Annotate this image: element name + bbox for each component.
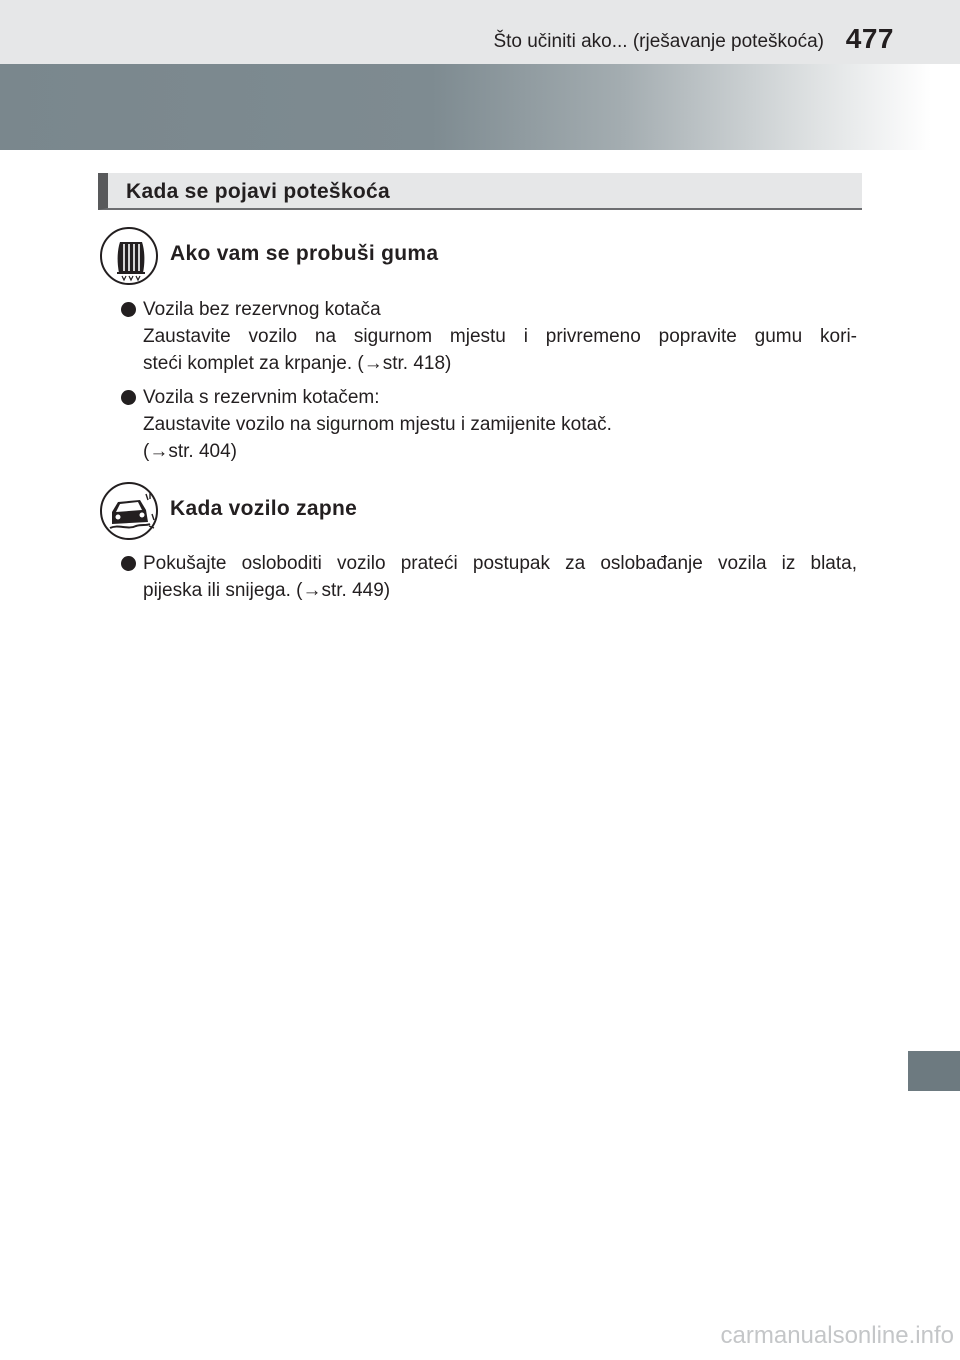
- page-number: 477: [845, 23, 894, 54]
- item-line: Vozila bez rezervnog kotača: [143, 299, 381, 320]
- subsection-heading-stuck-vehicle: Kada vozilo zapne: [170, 497, 358, 520]
- item-line: steći komplet za krpanje. (→str. 418): [143, 353, 452, 374]
- item-line: (→str. 404): [143, 441, 237, 462]
- subsection-heading-flat-tire: Ako vam se probuši guma: [170, 242, 439, 265]
- watermark: carmanualsonline.info: [720, 1322, 954, 1349]
- bullet: [121, 302, 136, 317]
- flat-tire-icon: [100, 227, 158, 285]
- item-line: Zaustavite vozilo na sigurnom mjestu i privremeno popravite gumu kori-: [143, 326, 857, 347]
- section-title: Kada se pojavi poteškoća: [126, 180, 390, 203]
- bullet: [121, 556, 136, 571]
- bullet: [121, 390, 136, 405]
- list-item: [143, 384, 857, 465]
- chapter-banner: [0, 64, 960, 150]
- list-item: [143, 296, 857, 377]
- item-line: Vozila s rezervnim kotačem:: [143, 387, 380, 408]
- header-title: Što učiniti ako... (rješavanje poteškoća): [493, 31, 824, 52]
- stuck-vehicle-icon: [100, 482, 158, 540]
- chapter-tab-marker: [908, 1051, 960, 1091]
- section-heading-box: [98, 173, 862, 210]
- item-line: Zaustavite vozilo na sigurnom mjestu i zamijenite kotač.: [143, 414, 612, 435]
- list-item: [143, 550, 857, 604]
- item-line: pijeska ili snijega. (→str. 449): [143, 580, 391, 601]
- item-line: Pokušajte osloboditi vozilo prateći postupak za oslobađanje vozila iz blata,: [143, 553, 857, 574]
